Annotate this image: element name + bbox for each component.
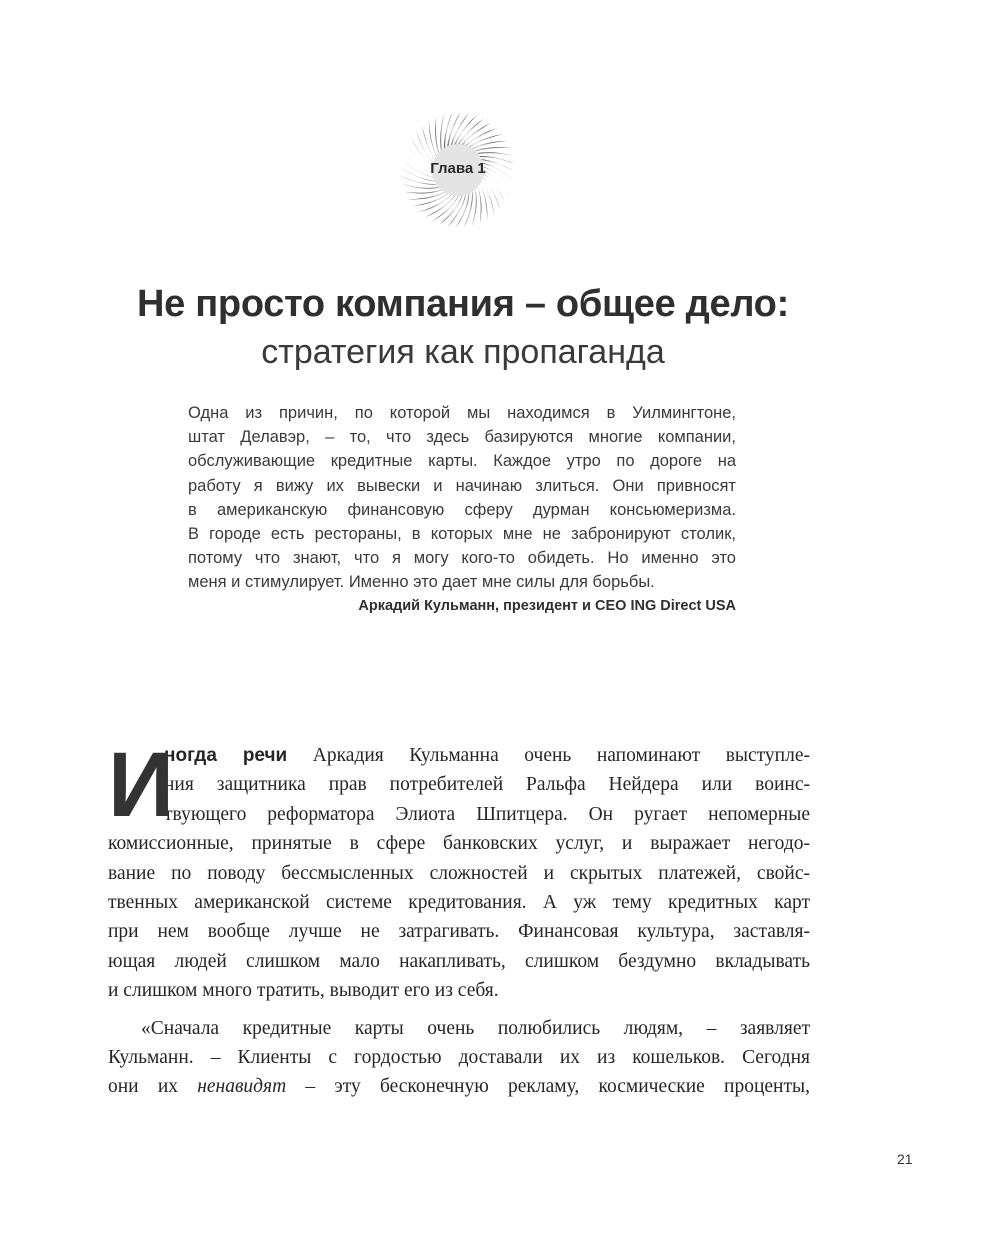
body-line-text: они их bbox=[108, 1076, 198, 1098]
epigraph-line: штат Делавэр, – то, что здесь базируются многие компании, bbox=[188, 428, 736, 447]
body-line bbox=[108, 741, 810, 770]
body-line bbox=[108, 1072, 810, 1101]
lead-in: ногда речи bbox=[164, 745, 288, 766]
body-line: комиссионные, принятые в сфере банковских услуг, и выражает негодо- bbox=[108, 833, 810, 855]
epigraph-line: в американскую финансовую сферу дурман консьюмеризма. bbox=[188, 500, 736, 519]
body-line: твующего реформатора Элиота Шпитцера. Он ругает непомерные bbox=[164, 803, 810, 825]
body-line: твенных американской системе кредитования. А уж тему кредитных карт bbox=[108, 891, 810, 913]
chapter-subtitle: стратегия как пропаганда bbox=[261, 333, 665, 371]
body-line: ющая людей слишком мало накапливать, слишком бездумно вкладывать bbox=[108, 950, 810, 972]
epigraph bbox=[188, 401, 736, 614]
body-line-text: Аркадия Кульманна очень напоминают выступле- bbox=[287, 745, 810, 766]
epigraph-line: обслуживающие кредитные карты. Каждое утро по дороге на bbox=[188, 452, 736, 471]
epigraph-line: Одна из причин, по которой мы находимся в Уилмингтоне, bbox=[188, 404, 736, 422]
chapter-label: Глава 1 bbox=[430, 160, 486, 177]
epigraph-line: потому что знают, что я могу кого-то обидеть. Но именно это bbox=[188, 549, 736, 568]
body-line: вание по поводу бессмысленных сложностей и скрытых платежей, свойс- bbox=[108, 862, 810, 884]
body-text bbox=[108, 734, 810, 1102]
epigraph-attribution: Аркадий Кульманн, президент и CEO ING Direct USA bbox=[358, 597, 736, 614]
body-line: и слишком много тратить, выводит его из себя. bbox=[108, 980, 499, 1002]
body-line: Кульманн. – Клиенты с гордостью доставали их из кошельков. Сегодня bbox=[108, 1046, 810, 1068]
chapter-badge bbox=[398, 110, 518, 230]
emphasis-word: ненавидят bbox=[197, 1076, 287, 1098]
body-line: «Сначала кредитные карты очень полюбились людям, – заявляет bbox=[141, 1017, 810, 1039]
body-line: при нем вообще лучше не затрагивать. Финансовая культура, заставля- bbox=[108, 921, 810, 943]
drop-cap: И bbox=[108, 734, 175, 836]
body-line-text: – эту бесконечную рекламу, космические проценты, bbox=[286, 1076, 810, 1098]
chapter-title: Не просто компания – общее дело: bbox=[137, 283, 789, 325]
epigraph-line: В городе есть рестораны, в которых мне не забронируют столик, bbox=[188, 525, 736, 544]
epigraph-line: меня и стимулирует. Именно это дает мне силы для борьбы. bbox=[188, 573, 655, 592]
epigraph-line: работу я вижу их вывески и начинаю злиться. Они привносят bbox=[188, 476, 736, 495]
body-line: ния защитника прав потребителей Ральфа Нейдера или воинс- bbox=[164, 774, 810, 796]
page-number: 21 bbox=[897, 1151, 913, 1167]
